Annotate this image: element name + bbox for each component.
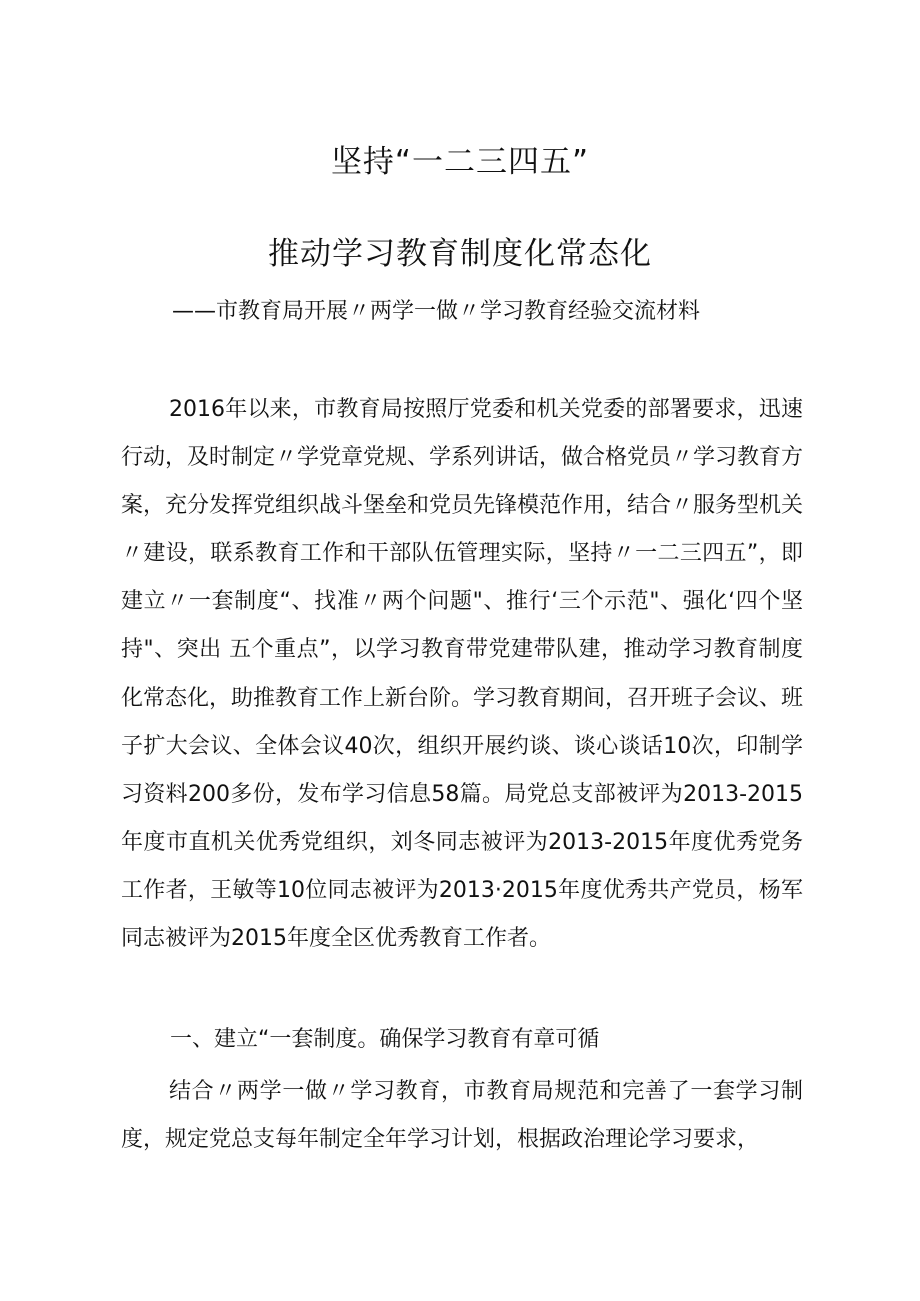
document-title-line-1: 坚持“一二三四五” [330, 144, 590, 180]
section-heading-1: 一、建立“一套制度。确保学习教育有章可循 [170, 1027, 600, 1052]
body-paragraph-2: 结合〃两学一做〃学习教育，市教育局规范和完善了一套学习制度，规定党总支每年制定全年学习计划，根据政治理论学习要求， [121, 1079, 803, 1153]
document-subtitle: ——市教育局开展〃两学一做〃学习教育经验交流材料 [172, 299, 701, 324]
body-paragraph-1: 2016年以来，市教育局按照厅党委和机关党委的部署要求，迅速行动，及时制定〃学党章党规、学系列讲话，做合格党员〃学习教育方案，充分发挥党组织战斗堡垒和党员先锋模范作用，结合〃服务型机关〃建设，联系教育工作和干部队伍管理实际，坚持〃一二三四五”，即建立〃一套制度“、找准〃两个问题"、推行‘三个示范"、强化‘四个坚持"、突出 五个重点”，以学习教育带党建带队建，推动学习教育制度化常态化，助推教育工作上新台阶。学习教育期间，召开班子会议、班子扩大会议、全体会议40次，组织开展约谈、谈心谈话10次，印制学习资料200多份，发布学习信息58篇。局党总支部被评为2013-2015年度市直机关优秀党组织，刘冬同志被评为2013-2015年度优秀党务工作者，王敏等10位同志被评为2013·2015年度优秀共产党员，杨军同志被评为2015年度全区优秀教育工作者。 [121, 397, 804, 952]
document-title-line-2: 推动学习教育制度化常态化 [268, 236, 652, 272]
